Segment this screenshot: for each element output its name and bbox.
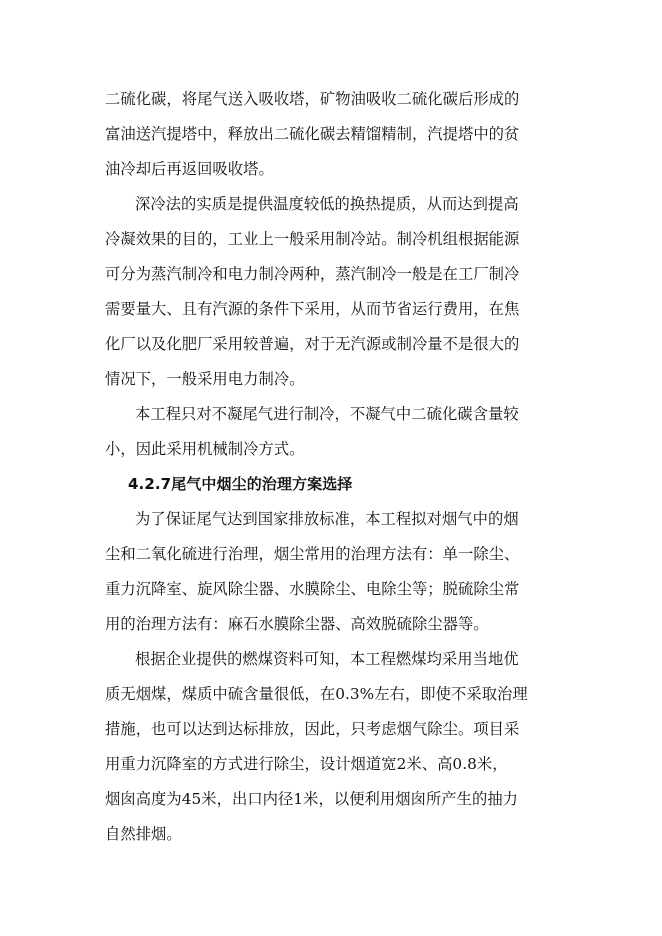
paragraph-line: 质无烟煤，煤质中硫含量很低，在0.3%左右，即使不采取治理 (105, 685, 528, 703)
paragraph-line: 措施，也可以达到达标排放，因此，只考虑烟气除尘。项目采 (105, 720, 520, 738)
paragraph-line: 重力沉降室、旋风除尘器、水膜除尘、电除尘等；脱硫除尘常 (105, 580, 520, 598)
paragraph-line: 为了保证尾气达到国家排放标准，本工程拟对烟气中的烟 (135, 510, 519, 528)
paragraph-line: 油冷却后再返回吸收塔。 (105, 160, 274, 178)
section-heading: 4.2.7尾气中烟尘的治理方案选择 (128, 475, 353, 493)
paragraph-line: 情况下，一般采用电力制冷。 (105, 370, 305, 388)
paragraph-line: 深冷法的实质是提供温度较低的换热提质，从而达到提高 (135, 195, 519, 213)
paragraph-line: 可分为蒸汽制冷和电力制冷两种，蒸汽制冷一般是在工厂制冷 (105, 265, 520, 283)
paragraph-line: 自然排烟。 (105, 825, 182, 843)
paragraph-line: 富油送汽提塔中，释放出二硫化碳去精馏精制，汽提塔中的贫 (105, 125, 520, 143)
paragraph-line: 化厂以及化肥厂采用较普遍，对于无汽源或制冷量不是很大的 (105, 335, 520, 353)
paragraph-line: 烟囱高度为45米，出口内径1米，以便利用烟囱所产生的抽力 (105, 790, 519, 808)
paragraph-line: 需要量大、且有汽源的条件下采用，从而节省运行费用，在焦 (105, 300, 520, 318)
paragraph-line: 二硫化碳，将尾气送入吸收塔，矿物油吸收二硫化碳后形成的 (105, 90, 520, 108)
paragraph-line: 冷凝效果的目的，工业上一般采用制冷站。制冷机组根据能源 (105, 230, 520, 248)
paragraph-line: 小，因此采用机械制冷方式。 (105, 440, 305, 458)
paragraph-line: 尘和二氧化硫进行治理，烟尘常用的治理方法有：单一除尘、 (105, 545, 520, 563)
document-text (105, 82, 558, 852)
paragraph-line: 用的治理方法有：麻石水膜除尘器、高效脱硫除尘器等。 (105, 615, 489, 633)
paragraph-line: 本工程只对不凝尾气进行制冷，不凝气中二硫化碳含量较 (135, 405, 519, 423)
paragraph-line: 根据企业提供的燃煤资料可知，本工程燃煤均采用当地优 (135, 650, 519, 668)
paragraph-line: 用重力沉降室的方式进行除尘，设计烟道宽2米、高0.8米， (105, 755, 508, 773)
